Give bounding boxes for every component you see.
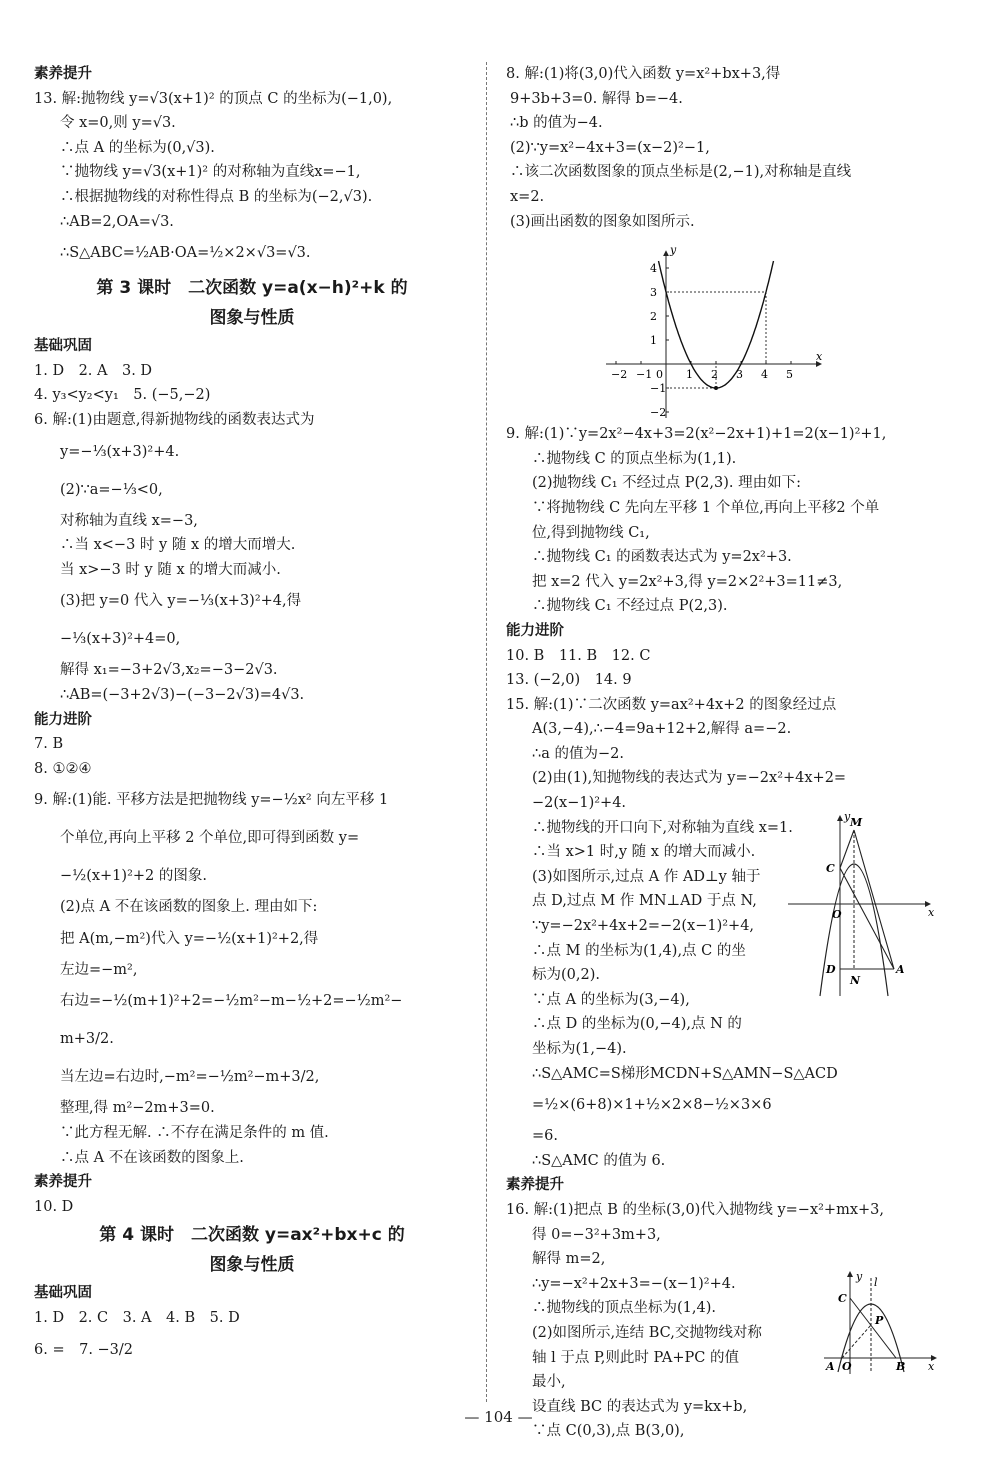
fig15-label: N xyxy=(850,974,861,987)
text-line: 标为(0,2). xyxy=(532,967,600,984)
text-line: 解得 x₁=−3+2√3,x₂=−3−2√3. xyxy=(60,662,278,679)
y-tick-label: 2 xyxy=(650,310,657,324)
fig15-label: M xyxy=(850,816,863,829)
fig16-label: P xyxy=(875,1314,884,1327)
fig16-label: B xyxy=(896,1360,906,1373)
text-line: 得 0=−3²+3m+3, xyxy=(532,1226,661,1243)
text-line: 10. B 11. B 12. C xyxy=(506,647,651,664)
text-line: ∵抛物线 y=√3(x+1)² 的对称轴为直线x=−1, xyxy=(60,164,361,181)
text-line: (2)∵a=−⅓<0, xyxy=(60,481,163,498)
text-line: (2)由(1),知抛物线的表达式为 y=−2x²+4x+2= xyxy=(532,770,847,787)
text-line: 9. 解:(1)∵y=2x²−4x+3=2(x²−2x+1)+1=2(x−1)²+1, xyxy=(506,426,887,443)
section-heading: 素养提升 xyxy=(506,1177,564,1194)
text-line: A(3,−4),∴−4=9a+12+2,解得 a=−2. xyxy=(532,721,792,738)
figure-q15 xyxy=(780,808,940,1000)
text-line: (3)画出函数的图象如图所示. xyxy=(510,213,695,230)
text-line: 整理,得 m²−2m+3=0. xyxy=(60,1100,215,1117)
figure-q15-svg xyxy=(780,808,940,1000)
x-tick-label: 2 xyxy=(711,368,718,382)
y-tick-label: 4 xyxy=(650,262,657,276)
text-line: 1. D 2. A 3. D xyxy=(34,362,153,379)
text-line: 9+3b+3=0. 解得 b=−4. xyxy=(510,90,683,107)
text-line: ∴当 x<−3 时 y 随 x 的增大而增大. xyxy=(60,537,296,554)
text-line: ∴抛物线 C 的顶点坐标为(1,1). xyxy=(532,450,737,467)
text-line: (3)把 y=0 代入 y=−⅓(x+3)²+4,得 xyxy=(60,593,302,610)
text-line: 右边=−½(m+1)²+2=−½m²−m−½+2=−½m²− xyxy=(60,993,403,1010)
x-axis-label: x xyxy=(816,350,823,364)
section-heading: 素养提升 xyxy=(34,1174,92,1191)
left-column xyxy=(34,62,470,1369)
text-line: ∴a 的值为−2. xyxy=(532,745,624,762)
text-line: =½×(6+8)×1+½×2×8−½×3×6 xyxy=(532,1097,772,1114)
lesson-title: 第 4 课时 二次函数 y=ax²+bx+c 的 xyxy=(99,1225,405,1246)
text-line: 最小, xyxy=(532,1374,566,1391)
text-line: ∴该二次函数图象的顶点坐标是(2,−1),对称轴是直线 xyxy=(510,164,852,181)
text-line: 解得 m=2, xyxy=(532,1251,606,1268)
fig15-label: O xyxy=(832,908,842,921)
text-line: 对称轴为直线 x=−3, xyxy=(60,512,198,529)
text-line: 个单位,再向上平移 2 个单位,即可得到函数 y= xyxy=(60,830,360,847)
text-line: ∴抛物线 C₁ 不经过点 P(2,3). xyxy=(532,598,728,615)
text-line: (2)点 A 不在该函数的图象上. 理由如下: xyxy=(60,899,318,916)
text-line: −2(x−1)²+4. xyxy=(532,795,627,812)
text-line: 位,得到抛物线 C₁, xyxy=(532,524,650,541)
section-heading: 能力进阶 xyxy=(34,711,92,728)
fig16-label: O xyxy=(842,1360,852,1373)
fig15-label: A xyxy=(896,963,905,976)
y-tick-label: −2 xyxy=(650,406,667,419)
text-line: (2)如图所示,连结 BC,交抛物线对称 xyxy=(532,1324,762,1341)
x-tick-label: −2 xyxy=(611,368,628,382)
x-tick-label: 5 xyxy=(786,368,793,382)
page-number: — 104 — xyxy=(464,1408,533,1426)
x-tick-label: 1 xyxy=(686,368,693,382)
text-line: =6. xyxy=(532,1128,558,1145)
vertex-point xyxy=(714,386,718,390)
text-line: (3)如图所示,过点 A 作 AD⊥y 轴于 xyxy=(532,868,761,885)
text-line: 点 D,过点 M 作 MN⊥AD 于点 N, xyxy=(532,893,757,910)
text-line: ∴抛物线的开口向下,对称轴为直线 x=1. xyxy=(532,819,793,836)
text-line: ∴根据抛物线的对称性得点 B 的坐标为(−2,√3). xyxy=(60,188,373,205)
text-line: 6. = 7. −3/2 xyxy=(34,1341,134,1358)
text-line: −⅓(x+3)²+4=0, xyxy=(60,631,181,648)
text-line: ∴AB=2,OA=√3. xyxy=(60,213,174,230)
text-line: 当 x>−3 时 y 随 x 的增大而减小. xyxy=(60,561,281,578)
text-line: 13. 解:抛物线 y=√3(x+1)² 的顶点 C 的坐标为(−1,0), xyxy=(34,90,393,107)
text-line: 坐标为(1,−4). xyxy=(532,1041,627,1057)
text-line: y=−⅓(x+3)²+4. xyxy=(60,443,180,460)
text-line: ∵y=−2x²+4x+2=−2(x−1)²+4, xyxy=(532,918,755,935)
quadratic-graph-q8 xyxy=(606,238,846,418)
section-heading: 基础巩固 xyxy=(34,338,92,355)
graph-q8-svg xyxy=(606,238,846,418)
text-line: 把 x=2 代入 y=2x²+3,得 y=2×2²+3=11≠3, xyxy=(532,573,843,590)
text-line: 6. 解:(1)由题意,得新抛物线的函数表达式为 xyxy=(34,411,315,428)
x-tick-label: −1 xyxy=(636,368,653,382)
text-line: 把 A(m,−m²)代入 y=−½(x+1)²+2,得 xyxy=(60,930,319,947)
fig15-label: D xyxy=(826,963,836,976)
text-line: 左边=−m², xyxy=(60,961,138,978)
y-tick-label: 3 xyxy=(650,286,657,300)
text-line: 1. D 2. C 3. A 4. B 5. D xyxy=(34,1310,240,1327)
answer-8-block xyxy=(506,62,951,234)
text-line: ∴点 D 的坐标为(0,−4),点 N 的 xyxy=(532,1016,742,1033)
text-line: m+3/2. xyxy=(60,1031,114,1048)
fig16-label: A xyxy=(826,1360,835,1373)
text-line: ∴S△AMC 的值为 6. xyxy=(532,1152,666,1169)
figure-q16-svg xyxy=(820,1268,940,1376)
lesson-title: 图象与性质 xyxy=(209,308,295,329)
text-line: 15. 解:(1)∵二次函数 y=ax²+4x+2 的图象经过点 xyxy=(506,696,837,713)
y-axis-label: y xyxy=(670,243,677,257)
text-line: ∴b 的值为−4. xyxy=(510,115,603,132)
fig15-label: y xyxy=(844,810,851,823)
text-line: ∴抛物线的顶点坐标为(1,4). xyxy=(532,1300,716,1317)
text-line: ∵点 C(0,3),点 B(3,0), xyxy=(532,1423,685,1440)
text-line: ∵将抛物线 C 先向左平移 1 个单位,再向上平移2 个单 xyxy=(532,499,880,516)
text-line: 当左边=右边时,−m²=−½m²−m+3/2, xyxy=(60,1069,320,1086)
text-line: 轴 l 于点 P,则此时 PA+PC 的值 xyxy=(532,1349,740,1366)
text-line: ∵此方程无解. ∴不存在满足条件的 m 值. xyxy=(60,1125,329,1142)
text-line: 7. B xyxy=(34,736,64,753)
section-heading: 基础巩固 xyxy=(34,1285,92,1302)
text-line: ∴点 A 不在该函数的图象上. xyxy=(60,1149,244,1166)
section-heading: 能力进阶 xyxy=(506,622,564,639)
text-line: ∴y=−x²+2x+3=−(x−1)²+4. xyxy=(532,1275,736,1292)
text-line: 10. D xyxy=(34,1198,74,1215)
text-line: 令 x=0,则 y=√3. xyxy=(60,115,176,132)
fig15-label: x xyxy=(928,906,935,919)
text-line: ∴S△ABC=½AB·OA=½×2×√3=√3. xyxy=(60,245,311,262)
fig16-label: x xyxy=(928,1360,935,1373)
text-line: ∴点 A 的坐标为(0,√3). xyxy=(60,139,215,156)
text-line: 16. 解:(1)把点 B 的坐标(3,0)代入抛物线 y=−x²+mx+3, xyxy=(506,1201,884,1218)
text-line: 设直线 BC 的表达式为 y=kx+b, xyxy=(532,1398,748,1415)
figure-q16 xyxy=(820,1268,940,1376)
origin-label: 0 xyxy=(656,368,663,382)
x-tick-label: 3 xyxy=(736,368,743,382)
lesson-title: 图象与性质 xyxy=(209,1255,295,1276)
text-line: x=2. xyxy=(510,188,545,205)
text-line: (2)∵y=x²−4x+3=(x−2)²−1, xyxy=(510,139,710,156)
fig16-label: y xyxy=(856,1270,863,1283)
text-line: ∴点 M 的坐标为(1,4),点 C 的坐 xyxy=(532,942,746,959)
text-line: (2)抛物线 C₁ 不经过点 P(2,3). 理由如下: xyxy=(532,475,802,492)
text-line: ∵点 A 的坐标为(3,−4), xyxy=(532,991,690,1008)
text-line: −½(x+1)²+2 的图象. xyxy=(60,868,207,885)
text-line: ∴抛物线 C₁ 的函数表达式为 y=2x²+3. xyxy=(532,549,792,566)
section-heading: 素养提升 xyxy=(34,66,92,82)
text-line: 13. (−2,0) 14. 9 xyxy=(506,672,632,689)
text-line: ∴AB=(−3+2√3)−(−3−2√3)=4√3. xyxy=(60,686,305,703)
text-line: ∴S△AMC=S梯形MCDN+S△AMN−S△ACD xyxy=(532,1065,838,1082)
fig15-label: C xyxy=(826,862,835,875)
text-line: 9. 解:(1)能. 平移方法是把抛物线 y=−½x² 向左平移 1 xyxy=(34,792,389,809)
x-tick-label: 4 xyxy=(761,368,768,382)
y-tick-label: −1 xyxy=(650,382,667,396)
text-line: ∴当 x>1 时,y 随 x 的增大而减小. xyxy=(532,844,756,861)
fig16-label: C xyxy=(838,1292,847,1305)
text-line: 4. y₃<y₂<y₁ 5. (−5,−2) xyxy=(34,387,211,404)
lesson-title: 第 3 课时 二次函数 y=a(x−h)²+k 的 xyxy=(96,278,408,299)
fig16-label: l xyxy=(874,1276,878,1289)
right-column xyxy=(506,62,951,1444)
column-divider xyxy=(486,62,487,1402)
text-line: 8. 解:(1)将(3,0)代入函数 y=x²+bx+3,得 xyxy=(506,66,781,82)
y-tick-label: 1 xyxy=(650,334,657,348)
text-line: 8. ①②④ xyxy=(34,760,92,777)
